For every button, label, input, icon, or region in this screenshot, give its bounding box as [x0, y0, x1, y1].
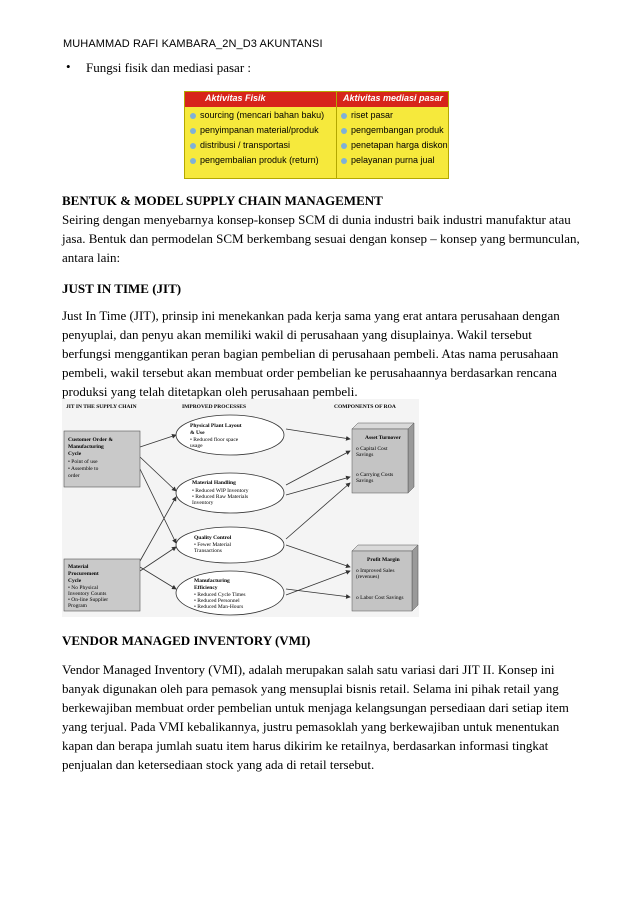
col-right-header: COMPONENTS OF ROA	[334, 404, 396, 410]
material-procurement-box	[64, 559, 140, 611]
svg-text:o Labor Cost Savings: o Labor Cost Savings	[356, 595, 404, 601]
customer-order-box	[64, 431, 140, 487]
section-title-jit: JUST IN TIME (JIT)	[62, 281, 182, 296]
svg-text:Cycle: Cycle	[68, 578, 82, 584]
material-handling-ellipse	[176, 473, 284, 513]
bullet-icon	[341, 128, 347, 134]
svg-text:• Fewer Material: • Fewer Material	[194, 542, 232, 548]
col-mid-header: IMPROVED PROCESSES	[182, 404, 247, 410]
svg-text:Manufacturing: Manufacturing	[194, 578, 230, 584]
bullet-icon	[341, 143, 347, 149]
section-title-vmi: VENDOR MANAGED INVENTORY (VMI)	[62, 633, 311, 648]
paragraph-scm: Seiring dengan menyebarnya konsep-konsep SCM di dunia industri baik industri manufaktur atau jasa. Bentuk dan permodelan SCM berkembang sesuai dengan konsep – konsep yang bermunculan, antara lain:	[62, 212, 580, 265]
asset-turnover-box	[352, 423, 414, 493]
bullet-icon	[190, 158, 196, 164]
svg-text:• Reduced Raw Materials: • Reduced Raw Materials	[192, 494, 249, 500]
svg-text:Asset Turnover: Asset Turnover	[365, 435, 401, 441]
svg-text:Material: Material	[68, 564, 89, 570]
bullet-icon	[190, 128, 196, 134]
col-left-header: JIT IN THE SUPPLY CHAIN	[66, 404, 137, 410]
list-item: penetapan harga diskon	[341, 140, 448, 155]
section-title-scm: BENTUK & MODEL SUPPLY CHAIN MANAGEMENT	[62, 193, 383, 208]
list-item: pengembangan produk	[341, 125, 448, 140]
list-item: sourcing (mencari bahan baku)	[190, 110, 324, 125]
svg-text:• Reduced Personnel: • Reduced Personnel	[194, 598, 240, 604]
svg-text:• Reduced Cycle Times: • Reduced Cycle Times	[194, 592, 246, 598]
activity-table-header	[185, 92, 448, 107]
profit-margin-box	[352, 545, 418, 611]
svg-text:Program: Program	[68, 603, 87, 609]
svg-text:(revenues): (revenues)	[356, 574, 380, 580]
jit-diagram	[62, 399, 419, 617]
svg-text:• Reduced WIP Inventory: • Reduced WIP Inventory	[192, 488, 249, 494]
svg-text:• Assemble to: • Assemble to	[68, 466, 99, 472]
col1-header: Aktivitas Fisik	[205, 93, 266, 103]
activity-table	[184, 91, 449, 179]
svg-text:Profit Margin: Profit Margin	[367, 557, 400, 563]
list-item: penyimpanan material/produk	[190, 125, 324, 140]
svg-text:• Reduced floor space: • Reduced floor space	[190, 437, 239, 443]
svg-text:o Capital Cost: o Capital Cost	[356, 446, 388, 452]
svg-text:Savings: Savings	[356, 478, 374, 484]
svg-text:Quality Control: Quality Control	[194, 535, 232, 541]
column-divider	[336, 92, 337, 178]
bullet-icon	[190, 143, 196, 149]
svg-text:o Carrying Costs: o Carrying Costs	[356, 472, 394, 478]
svg-text:Savings: Savings	[356, 452, 374, 458]
bullet-text: Fungsi fisik dan mediasi pasar :	[86, 60, 252, 75]
list-item: distribusi / transportasi	[190, 140, 324, 155]
list-item: riset pasar	[341, 110, 448, 125]
col1-list	[190, 110, 324, 170]
col2-list	[341, 110, 448, 170]
quality-control-ellipse	[176, 527, 284, 563]
svg-text:Material Handling: Material Handling	[192, 480, 236, 486]
col2-header: Aktivitas mediasi pasar	[343, 93, 444, 103]
svg-text:Physical Plant Layout: Physical Plant Layout	[190, 423, 242, 429]
bullet-icon	[341, 158, 347, 164]
svg-text:order: order	[68, 473, 80, 479]
svg-text:• Point of use: • Point of use	[68, 459, 98, 465]
paragraph-jit: Just In Time (JIT), prinsip ini menekankan pada kerja sama yang erat antara perusahaan dengan penyuplai, dan penyu akan memiliki wakil di perusahaan yang disuplainya. Wakil tersebut berfungsi menggantikan peran bagian pembelian di perusahaan pembeli. Atas nama perusahaan pembeli, wakil tersebut akan membuat order pembelian ke perusahaannya berdasarkan rencana produksi yang telah ditetapkan oleh perusahaan pembeli.	[62, 308, 560, 399]
paragraph-vmi: Vendor Managed Inventory (VMI), adalah merupakan salah satu variasi dari JIT II. Konsep ini banyak digunakan oleh para pemasok yang mensuplai bisnis retail. Selama ini pihak retail yang berkewajiban membuat order pembelian untuk menjaga kelangsungan persediaan dari setiap item yang terjual. Pada VMI kebalikannya, justru pemasoklah yang berkewajiban untuk menentukan kapan dan berapa jumlah suatu item harus dikirim ke retailnya, berdasarkan informasi tingkat penjualan dan ketersediaan stock yang ada di retail tersebut.	[62, 662, 569, 772]
bullet-icon	[341, 113, 347, 119]
svg-text:Manufacturing: Manufacturing	[68, 444, 104, 450]
list-item: pelayanan purna jual	[341, 155, 448, 170]
physical-plant-ellipse	[176, 415, 284, 455]
bullet-icon	[190, 113, 196, 119]
svg-text:• No Physical: • No Physical	[68, 585, 99, 591]
svg-text:Transactions: Transactions	[194, 548, 222, 554]
jit-diagram-canvas	[62, 399, 419, 617]
svg-text:Inventory Counts: Inventory Counts	[68, 591, 107, 597]
page-header: MUHAMMAD RAFI KAMBARA_2N_D3 AKUNTANSI	[63, 38, 323, 50]
svg-text:Cycle: Cycle	[68, 451, 82, 457]
svg-text:Procurement: Procurement	[68, 571, 99, 577]
bullet-marker: •	[66, 59, 71, 74]
svg-text:Inventory: Inventory	[192, 500, 214, 506]
svg-text:usage: usage	[190, 443, 203, 449]
svg-text:o Improved Sales: o Improved Sales	[356, 568, 395, 574]
list-item: pengembalian produk (return)	[190, 155, 324, 170]
svg-text:& Use: & Use	[190, 430, 205, 436]
svg-text:• On-line Supplier: • On-line Supplier	[68, 597, 109, 603]
svg-text:Efficiency: Efficiency	[194, 585, 218, 591]
svg-text:• Reduced Man-Hours: • Reduced Man-Hours	[194, 604, 244, 610]
manufacturing-efficiency-ellipse	[176, 571, 284, 615]
svg-text:Customer Order &: Customer Order &	[68, 437, 114, 443]
